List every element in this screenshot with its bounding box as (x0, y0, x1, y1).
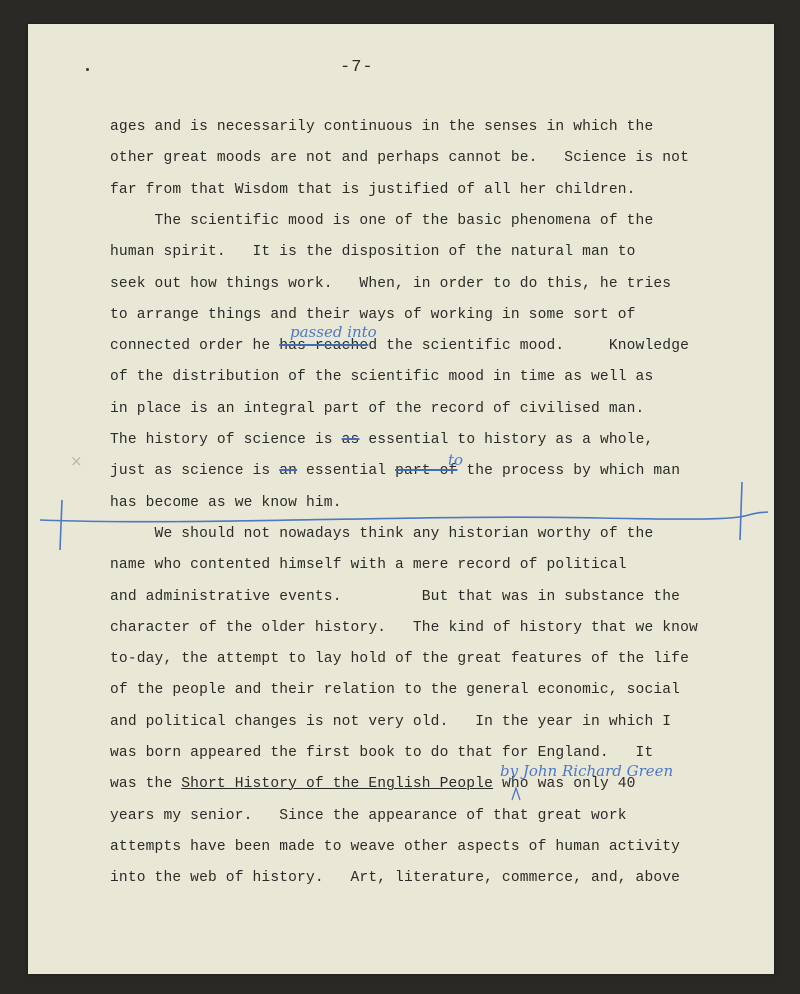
line-text: attempts have been made to weave other aspects of human activity (110, 838, 681, 855)
line-text: far from that Wisdom that is justified of all her children. (110, 181, 636, 198)
struck-out-text: part of (395, 463, 458, 480)
page-number: -7- (340, 58, 374, 77)
insert-caret (512, 788, 520, 800)
line-text: name who contented himself with a mere record of political (110, 557, 627, 574)
line-text: ages and is necessarily continuous in the senses in which the (110, 119, 654, 135)
line-text: We should not nowadays think any historian worthy of the (110, 525, 654, 542)
line-text: who was only 40 (493, 776, 636, 793)
struck-out-text: as (341, 432, 360, 448)
left-break-tick (60, 500, 62, 550)
handwritten-insert-author: by John Richard Green (500, 762, 674, 780)
line-text: was born appeared the first book to do that for England. It (110, 745, 654, 761)
struck-out-text: an (279, 463, 298, 480)
pencil-x-mark: × (70, 452, 83, 470)
line-text: The scientific mood is one of the basic phenomena of the (110, 212, 654, 229)
line-text: to-day, the attempt to lay hold of the great features of the life (110, 651, 689, 668)
line-text: the process by which man (457, 463, 681, 480)
line-text: of the people and their relation to the general economic, social (110, 682, 681, 699)
line-text: has become as we know him. (110, 494, 342, 511)
line-text: seek out how things work. When, in order to do this, he tries (110, 275, 672, 292)
line-text: and political changes is not very old. In the year in which I (110, 713, 672, 730)
struck-out-text: has reache (279, 338, 369, 355)
line-text: essential (297, 463, 396, 480)
line-text: years my senior. Since the appearance of that great work (110, 807, 627, 824)
line-text: essential to history as a whole, (359, 432, 654, 448)
line-text: character of the older history. The kind of history that we know (110, 619, 698, 636)
line-text: of the distribution of the scientific mood in time as well as (110, 369, 654, 386)
handwritten-insert-to: to (448, 451, 464, 469)
line-text: and administrative events. But that was in substance the (110, 588, 681, 605)
section-break-line (40, 512, 768, 522)
line-text: connected order he (110, 338, 280, 355)
line-text: into the web of history. Art, literature, commerce, and, above (110, 870, 681, 887)
handwritten-insert-passed-into: passed into (290, 323, 377, 341)
line-text: d the scientific mood. Knowledge (368, 338, 690, 355)
line-text: other great moods are not and perhaps cannot be. Science is not (110, 150, 689, 167)
line-text: in place is an integral part of the record of civilised man. (110, 400, 645, 417)
line-text: human spirit. It is the disposition of the natural man to (110, 244, 636, 261)
underlined-book-title: Short History of the English People (181, 776, 494, 793)
line-text: to arrange things and their ways of working in some sort of (110, 306, 636, 323)
line-text: was the (110, 776, 182, 793)
line-text: just as science is (110, 463, 280, 480)
right-break-tick (740, 482, 742, 540)
line-text: The history of science is (110, 432, 342, 448)
